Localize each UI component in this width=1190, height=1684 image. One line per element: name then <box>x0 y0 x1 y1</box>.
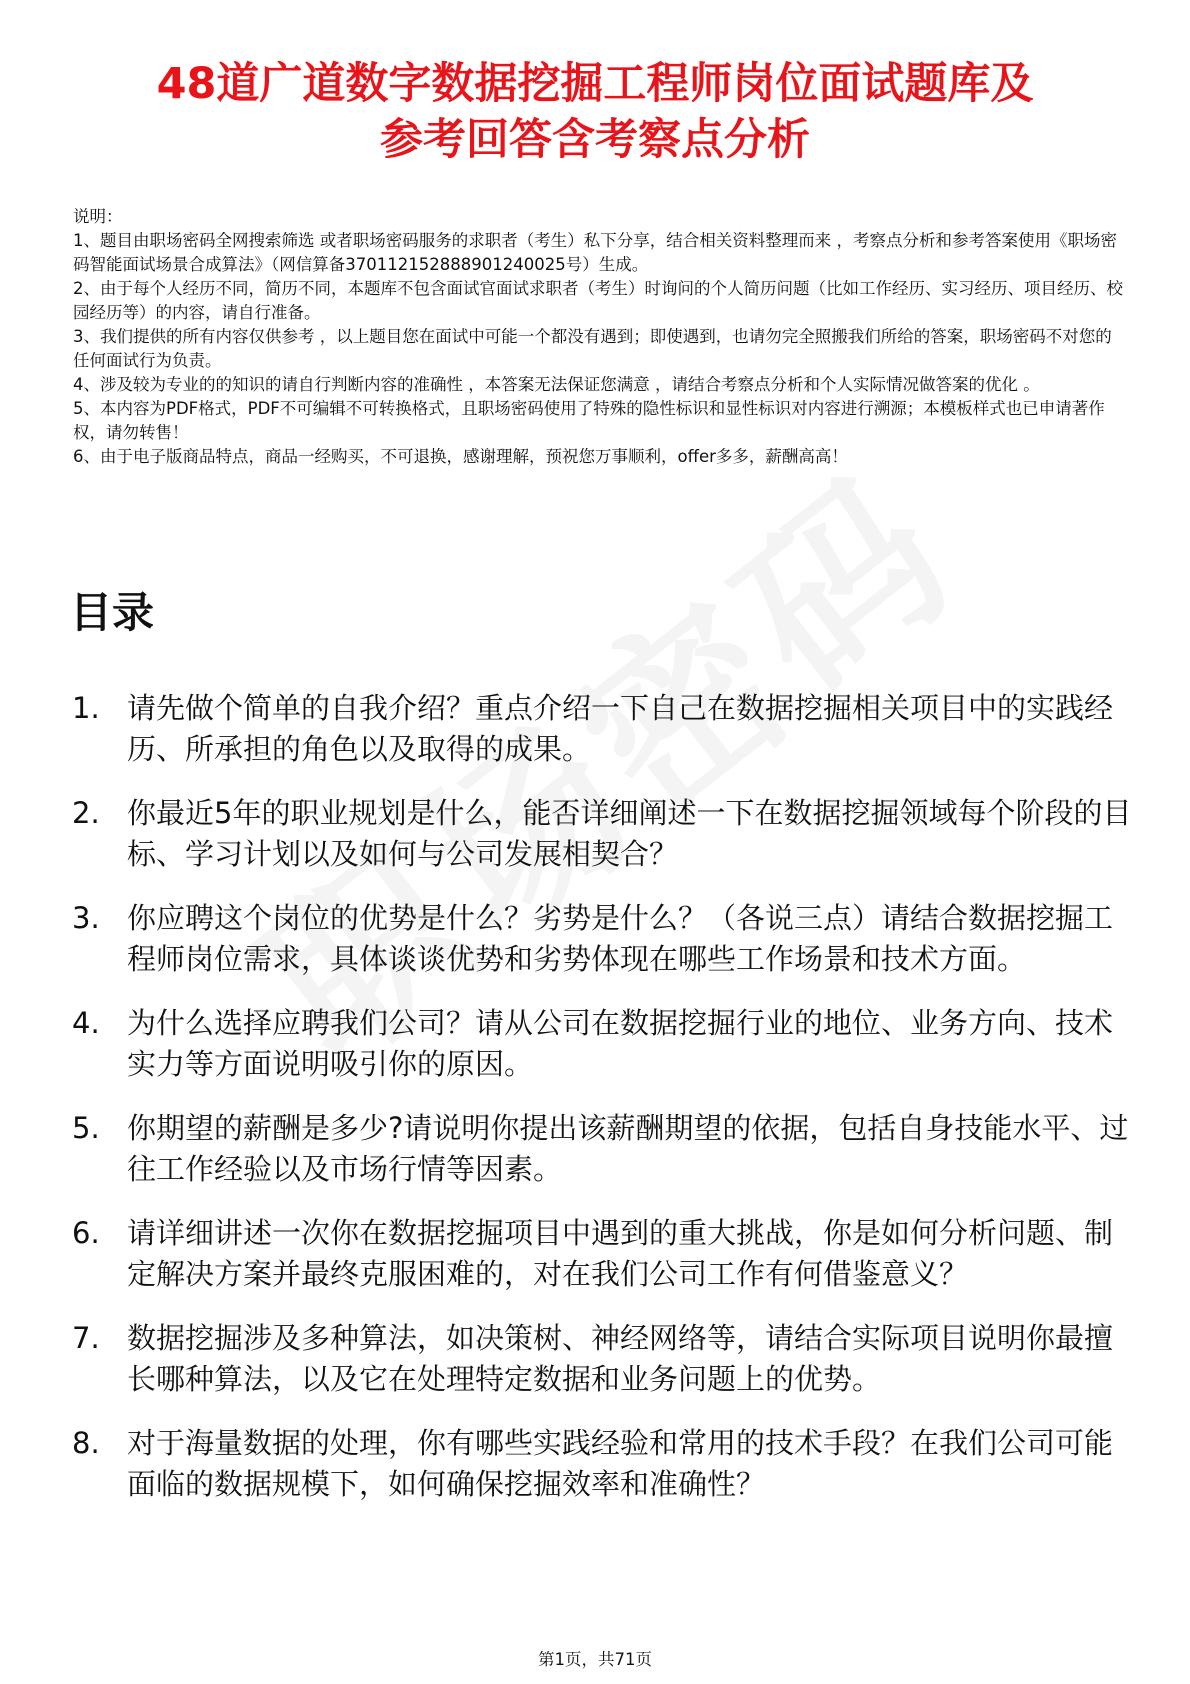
toc-item-number: 1. <box>72 691 100 725</box>
toc-item-text: 请先做个简单的自我介绍？重点介绍一下自己在数据挖掘相关项目中的实践经历、所承担的角色以及取得的成果。 <box>127 691 1114 766</box>
toc-item[interactable] <box>72 1213 1132 1295</box>
toc-item[interactable] <box>72 793 1132 875</box>
toc-item-number: 6. <box>72 1216 100 1250</box>
toc-item[interactable] <box>72 1108 1132 1190</box>
toc-item-text: 你最近5年的职业规划是什么，能否详细阐述一下在数据挖掘领域每个阶段的目标、学习计划以及如何与公司发展相契合？ <box>127 796 1132 871</box>
note-item: 4、涉及较为专业的的知识的请自行判断内容的准确性 ，本答案无法保证您满意 ，请结合考察点分析和个人实际情况做答案的优化 。 <box>73 375 1040 394</box>
toc-item-number: 8. <box>72 1426 100 1460</box>
toc-item[interactable] <box>72 1003 1132 1085</box>
page-footer: 第1页，共71页 <box>538 1650 652 1669</box>
note-item: 5、本内容为PDF格式，PDF不可编辑不可转换格式，且职场密码使用了特殊的隐性标识和显性标识对内容进行溯源；本模板样式也已申请著作权，请勿转售！ <box>73 399 1105 442</box>
toc-item-text: 为什么选择应聘我们公司？请从公司在数据挖掘行业的地位、业务方向、技术实力等方面说明吸引你的原因。 <box>127 1006 1114 1081</box>
title-line-2: 参考回答含考察点分析 <box>380 115 810 165</box>
toc-item-number: 5. <box>72 1111 100 1145</box>
toc-item[interactable] <box>72 1423 1132 1505</box>
toc-item-text: 数据挖掘涉及多种算法，如决策树、神经网络等，请结合实际项目说明你最擅长哪种算法，以及它在处理特定数据和业务问题上的优势。 <box>127 1321 1114 1396</box>
toc-item-text: 你期望的薪酬是多少?请说明你提出该薪酬期望的依据，包括自身技能水平、过往工作经验以及市场行情等因素。 <box>127 1111 1129 1186</box>
toc-item[interactable] <box>72 898 1132 980</box>
note-item: 6、由于电子版商品特点，商品一经购买，不可退换，感谢理解，预祝您万事顺利，offer多多，薪酬高高！ <box>73 447 848 466</box>
toc-item-number: 3. <box>72 901 100 935</box>
toc-item-number: 4. <box>72 1006 100 1040</box>
document-title <box>60 56 1130 168</box>
notes-label: 说明： <box>73 207 123 226</box>
note-item: 1、题目由职场密码全网搜索筛选 或者职场密码服务的求职者（考生）私下分享，结合相关资料整理而来 ，考察点分析和参考答案使用《职场密码智能面试场景合成算法》（网信算备370112152888901240025号）生成。 <box>73 231 1117 274</box>
toc-item-number: 7. <box>72 1321 100 1355</box>
notes-section <box>73 205 1123 469</box>
toc-item[interactable] <box>72 688 1132 770</box>
toc-item[interactable] <box>72 1318 1132 1400</box>
title-line-1: 48道广道数字数据挖掘工程师岗位面试题库及 <box>156 59 1034 109</box>
toc-heading: 目录 <box>70 588 155 637</box>
toc-item-text: 你应聘这个岗位的优势是什么？劣势是什么？（各说三点）请结合数据挖掘工程师岗位需求，具体谈谈优势和劣势体现在哪些工作场景和技术方面。 <box>127 901 1114 976</box>
note-item: 3、我们提供的所有内容仅供参考 ，以上题目您在面试中可能一个都没有遇到；即使遇到，也请勿完全照搬我们所给的答案，职场密码不对您的任何面试行为负责。 <box>73 327 1112 370</box>
toc-item-number: 2. <box>72 796 100 830</box>
note-item: 2、由于每个人经历不同，简历不同，本题库不包含面试官面试求职者（考生）时询问的个人简历问题（比如工作经历、实习经历、项目经历、校园经历等）的内容，请自行准备。 <box>73 279 1123 322</box>
toc-list <box>72 688 1132 1528</box>
toc-item-text: 对于海量数据的处理，你有哪些实践经验和常用的技术手段？在我们公司可能面临的数据规模下，如何确保挖掘效率和准确性？ <box>127 1426 1114 1501</box>
toc-item-text: 请详细讲述一次你在数据挖掘项目中遇到的重大挑战，你是如何分析问题、制定解决方案并最终克服困难的，对在我们公司工作有何借鉴意义？ <box>127 1216 1114 1291</box>
